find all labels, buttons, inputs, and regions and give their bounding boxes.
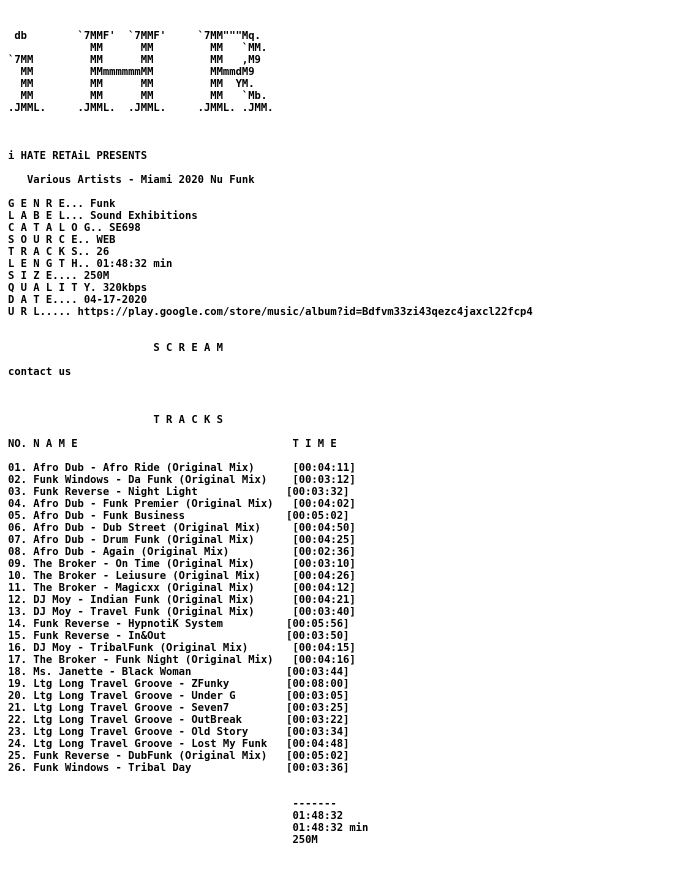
total-time: 01:48:32 xyxy=(8,810,344,822)
spacer xyxy=(8,378,533,390)
spacer xyxy=(8,786,533,798)
spacer xyxy=(8,426,533,438)
tracks-heading: T R A C K S xyxy=(8,414,223,426)
spacer xyxy=(8,114,533,126)
info-source: S O U R C E.. WEB xyxy=(8,234,116,246)
spacer xyxy=(8,330,533,342)
presents-line: i HATE RETAiL PRESENTS xyxy=(8,150,148,162)
info-url-prefix: U R L..... xyxy=(8,306,78,318)
info-length: L E N G T H.. 01:48:32 min xyxy=(8,258,173,270)
spacer xyxy=(8,354,533,366)
scream-heading: S C R E A M xyxy=(8,342,223,354)
info-url-line xyxy=(8,306,533,318)
spacer xyxy=(8,126,533,138)
spacer xyxy=(8,138,533,150)
info-label: L A B E L... Sound Exhibitions xyxy=(8,210,198,222)
album-url-link[interactable]: https://play.google.com/store/music/album?id=Bdfvm33zi43qezc4jaxcl22fcp4 xyxy=(77,306,533,318)
spacer xyxy=(8,318,533,330)
tracklist: 01. Afro Dub - Afro Ride (Original Mix) [00:04:11] 02. Funk Windows - Da Funk (Original Mix) [00:03:12] 03. Funk Reverse - Night Light [00:03:32] 04. Afro Dub - Funk Premier (Original Mix) [00:04:02] 05. Afro Dub - Funk Business [00:05:02] 06. Afro Dub - Dub Street (Original Mix) [00:04:50] 07. Afro Dub - Drum Funk (Original Mix) [00:04:25] 08. Afro Dub - Again (Original Mix) [00:02:36] 09. The Broker - On Time (Original Mix) [00:03:10] 10. The Broker - Leiusure (Original Mix) [00:04:26] 11. The Broker - Magicxx (Original Mix) [00:04:12] 12. DJ Moy - Indian Funk (Original Mix) [00:04:21] 13. DJ Moy - Travel Funk (Original Mix) [00:03:40] 14. Funk Reverse - HypnotiK System [00:05:56] 15. Funk Reverse - In&Out [00:03:50] 16. DJ Moy - TribalFunk (Original Mix) [00:04:15] 17. The Broker - Funk Night (Original Mix) [00:04:16] 18. Ms. Janette - Black Woman [00:03:44] 19. Ltg Long Travel Groove - ZFunky [00:08:00] 20. Ltg Long Travel Groove - Under G [00:03:05] 21. Ltg Long Travel Groove - Seven7 [00:03:25] 22. Ltg Long Travel Groove - OutBreak [00:03:22] 23. Ltg Long Travel Groove - Old Story [00:03:34] 24. Ltg Long Travel Groove - Lost My Funk [00:04:48] 25. Funk Reverse - DubFunk (Original Mix) [00:05:02] 26. Funk Windows - Tribal Day [00:03:36] xyxy=(8,462,356,774)
spacer xyxy=(8,186,533,198)
info-tracks: T R A C K S.. 26 xyxy=(8,246,110,258)
info-size: S I Z E.... 250M xyxy=(8,270,110,282)
totals-divider: ------- xyxy=(8,798,337,810)
spacer xyxy=(8,450,533,462)
release-title: Various Artists - Miami 2020 Nu Funk xyxy=(8,174,255,186)
info-quality: Q U A L I T Y. 320kbps xyxy=(8,282,148,294)
spacer xyxy=(8,390,533,402)
spacer xyxy=(8,402,533,414)
nfo-document xyxy=(8,30,533,846)
ascii-logo: db `7MMF' `7MMF' `7MM"""Mq. MM MM MM `MM. `7MM MM MM MM ,M9 MM MMmmmmmmMM MMmmdM9 MM MM MM MM YM. MM MM MM MM `Mb. .JMML. .JMML. .JMML. .JMML. .JMM. xyxy=(8,30,274,114)
total-size: 250M xyxy=(8,834,318,846)
info-date: D A T E.... 04-17-2020 xyxy=(8,294,148,306)
total-length: 01:48:32 min xyxy=(8,822,369,834)
contact-link[interactable]: contact us xyxy=(8,366,72,378)
spacer xyxy=(8,774,533,786)
tracklist-header: NO. N A M E T I M E xyxy=(8,438,337,450)
spacer xyxy=(8,162,533,174)
info-catalog: C A T A L O G.. SE698 xyxy=(8,222,141,234)
info-genre: G E N R E... Funk xyxy=(8,198,116,210)
